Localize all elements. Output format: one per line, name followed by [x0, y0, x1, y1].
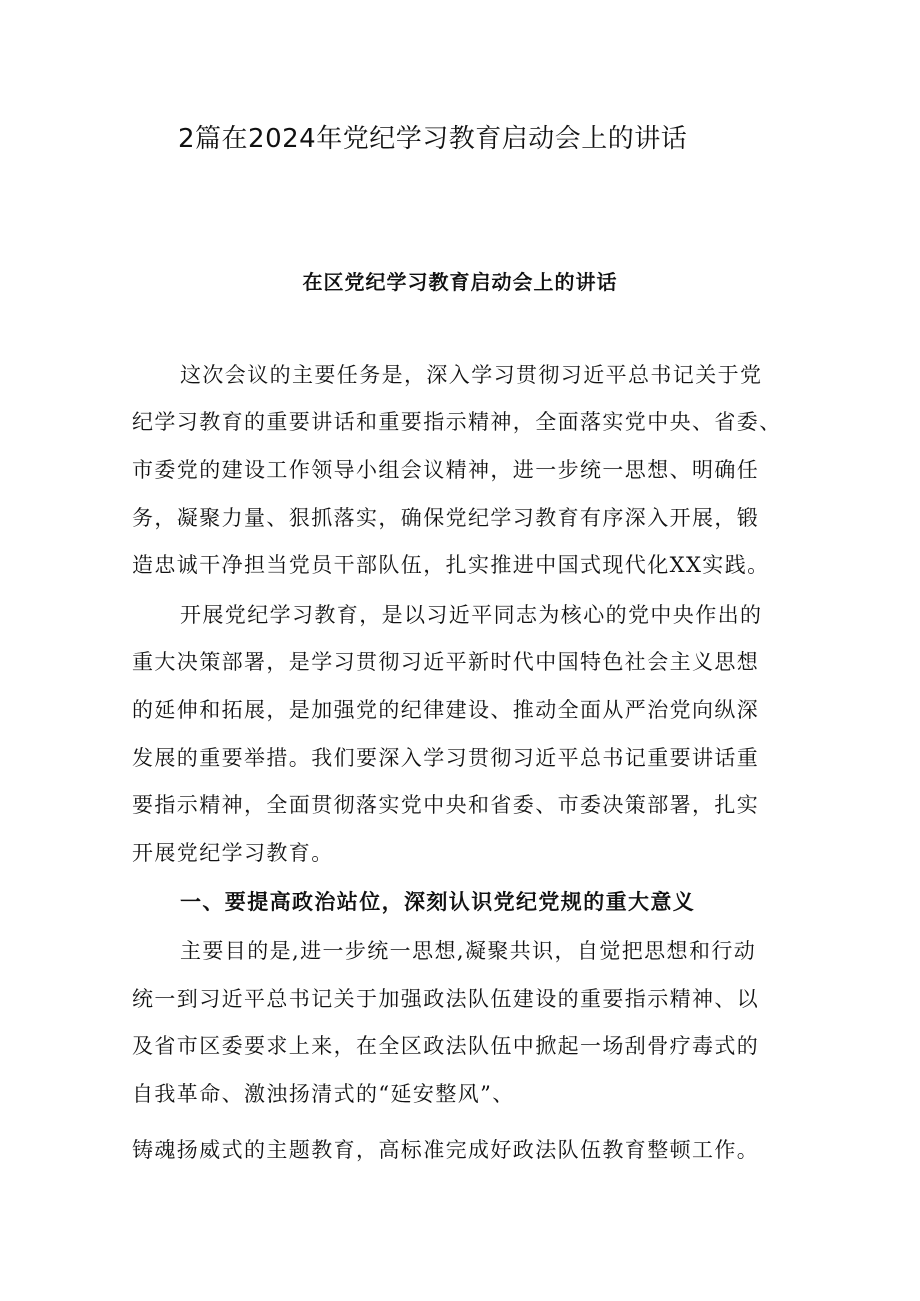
section-heading: 一、要提高政治站位，深刻认识党纪党规的重大意义	[180, 890, 696, 914]
paragraph-line: 要指示精神，全面贯彻落实党中央和省委、市委决策部署，扎实	[132, 793, 760, 817]
paragraph-line: 这次会议的主要任务是，深入学习贯彻习近平总书记关于党	[180, 363, 763, 387]
paragraph-line: 及省市区委要求上来，在全区政法队伍中掀起一场刮骨疗毒式的	[132, 1034, 760, 1058]
paragraph-line: 主要目的是,进一步统一思想,凝聚共识，自觉把思想和行动	[180, 939, 757, 963]
paragraph-line: 造忠诚干净担当党员干部队伍，扎实推进中国式现代化XX实践。	[132, 553, 770, 577]
paragraph-line: 纪学习教育的重要讲话和重要指示精神，全面落实党中央、省委、	[132, 410, 782, 434]
paragraph-line: 铸魂扬威式的主题教育，高标准完成好政法队伍教育整顿工作。	[132, 1138, 760, 1162]
paragraph-line: 统一到习近平总书记关于加强政法队伍建设的重要指示精神、以	[132, 987, 760, 1011]
paragraph-line: 开展党纪学习教育，是以习近平同志为核心的党中央作出的	[180, 603, 763, 627]
paragraph-line: 市委党的建设工作领导小组会议精神，进一步统一思想、明确任	[132, 458, 760, 482]
paragraph-line: 重大决策部署，是学习贯彻习近平新时代中国特色社会主义思想	[132, 650, 760, 674]
paragraph-line: 务，凝聚力量、狠抓落实，确保党纪学习教育有序深入开展，锻	[132, 506, 760, 530]
speech-title: 在区党纪学习教育启动会上的讲话	[302, 270, 618, 294]
paragraph-line: 开展党纪学习教育。	[132, 841, 334, 865]
paragraph-line: 的延伸和拓展，是加强党的纪律建设、推动全面从严治党向纵深	[132, 698, 760, 722]
paragraph-line: 自我革命、激浊扬清式的“延安整风”、	[132, 1082, 515, 1106]
paragraph-line: 发展的重要举措。我们要深入学习贯彻习近平总书记重要讲话重	[132, 746, 760, 770]
document-title: 2篇在2024年党纪学习教育启动会上的讲话	[178, 124, 688, 154]
